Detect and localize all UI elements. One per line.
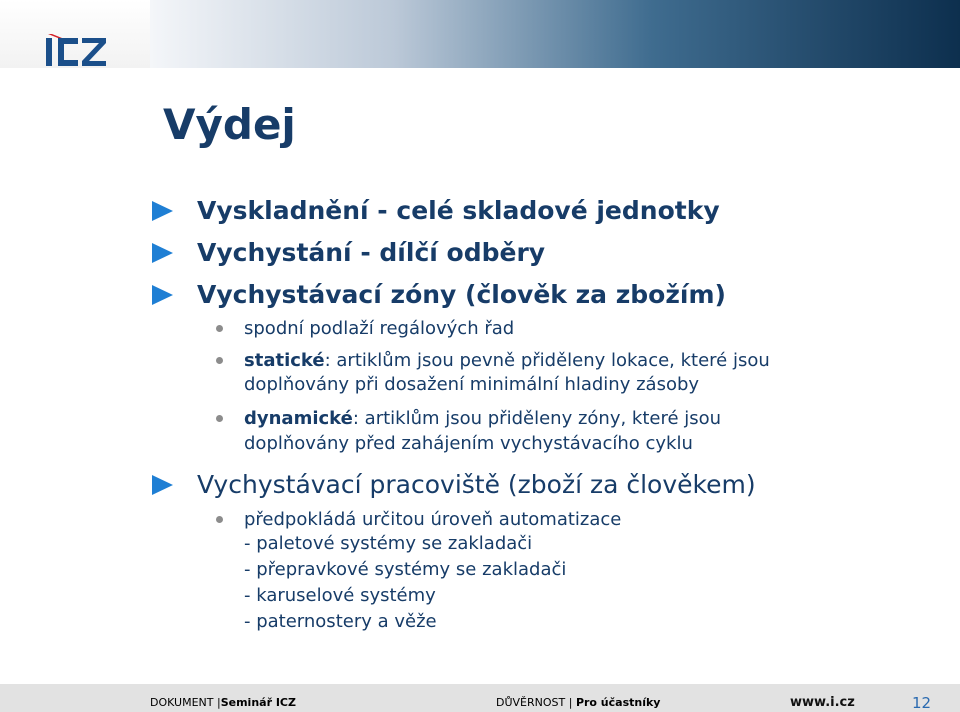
sub-list-item-continuation: doplňovány před zahájením vychystávacího cyklu: [244, 433, 693, 454]
list-item-text: Vychystávací zóny (člověk za zbožím): [197, 280, 726, 309]
dot-bullet-icon: [216, 415, 223, 422]
footer-url: www.i.cz: [790, 695, 855, 710]
text-line: - karuselové systémy: [244, 585, 436, 606]
dot-bullet-icon: [216, 516, 223, 523]
sub-list-item-text: statické: artiklům jsou pevně přiděleny lokace, které jsou: [244, 350, 770, 371]
arrow-bullet-icon: [152, 475, 173, 495]
footer-confidentiality: DŮVĚRNOST | Pro účastníky: [496, 696, 661, 709]
text-line: - paternostery a věže: [244, 611, 437, 632]
sub-list-item-text: spodní podlaží regálových řad: [244, 318, 515, 339]
slide-title: Výdej: [163, 100, 296, 149]
list-item: [152, 196, 720, 225]
sub-list-item-text: dynamické: artiklům jsou přiděleny zóny, které jsou: [244, 408, 722, 429]
arrow-bullet-icon: [152, 285, 173, 305]
dot-bullet-icon: [216, 325, 223, 332]
page-number: 12: [912, 694, 932, 712]
sub-list-item-continuation: doplňovány při dosažení minimální hladiny zásoby: [244, 374, 700, 395]
arrow-bullet-icon: [152, 201, 173, 221]
text-line: - paletové systémy se zakladači: [244, 533, 533, 554]
list-item: [152, 280, 726, 309]
text-line: - přepravkové systémy se zakladači: [244, 559, 567, 580]
arrow-bullet-icon: [152, 243, 173, 263]
footer-document: DOKUMENT |Seminář ICZ: [150, 696, 296, 709]
footer: [0, 684, 960, 712]
list-item: [152, 238, 545, 267]
list-item-text: Vychystání - dílčí odběry: [197, 238, 546, 267]
sub-list-item-text: předpokládá určitou úroveň automatizace: [244, 509, 622, 530]
list-item-text: Vyskladnění - celé skladové jednotky: [197, 196, 720, 225]
list-item: [152, 470, 756, 499]
list-item-text: Vychystávací pracoviště (zboží za člověkem): [197, 470, 756, 499]
dot-bullet-icon: [216, 357, 223, 364]
